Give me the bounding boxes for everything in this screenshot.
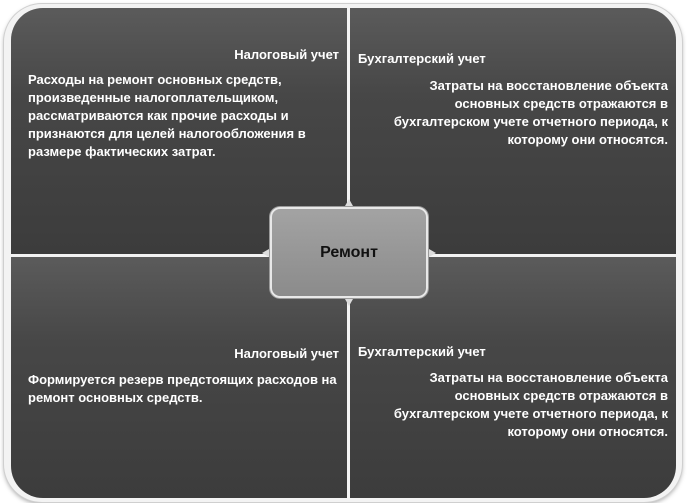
center-label: Ремонт xyxy=(320,243,378,261)
arrow-left-icon xyxy=(262,249,269,257)
quadrant-heading: Бухгалтерский учет xyxy=(358,51,486,66)
arrow-up-icon xyxy=(345,199,353,206)
center-node xyxy=(270,207,428,298)
arrow-down-icon xyxy=(345,299,353,306)
quadrant-heading: Налоговый учет xyxy=(234,47,339,62)
quadrant-text: Расходы на ремонт основных средств, произведенные налогоплательщиком, рассматриваются как прочие расходы и признаются для целей налогообложения в размере фактических затрат. xyxy=(28,72,306,159)
quadrant-text: Формируется резерв предстоящих расходов на ремонт основных средств. xyxy=(28,372,337,405)
quadrant-text: Затраты на восстановление объекта основных средств отражаются в бухгалтерском учете отчетного периода, к которому они относятся. xyxy=(393,370,668,439)
quadrant-heading: Бухгалтерский учет xyxy=(358,344,486,359)
quadrant-text: Затраты на восстановление объекта основных средств отражаются в бухгалтерском учете отчетного периода, к которому они относятся. xyxy=(393,78,668,147)
arrow-right-icon xyxy=(429,249,436,257)
quadrant-heading: Налоговый учет xyxy=(234,346,339,361)
